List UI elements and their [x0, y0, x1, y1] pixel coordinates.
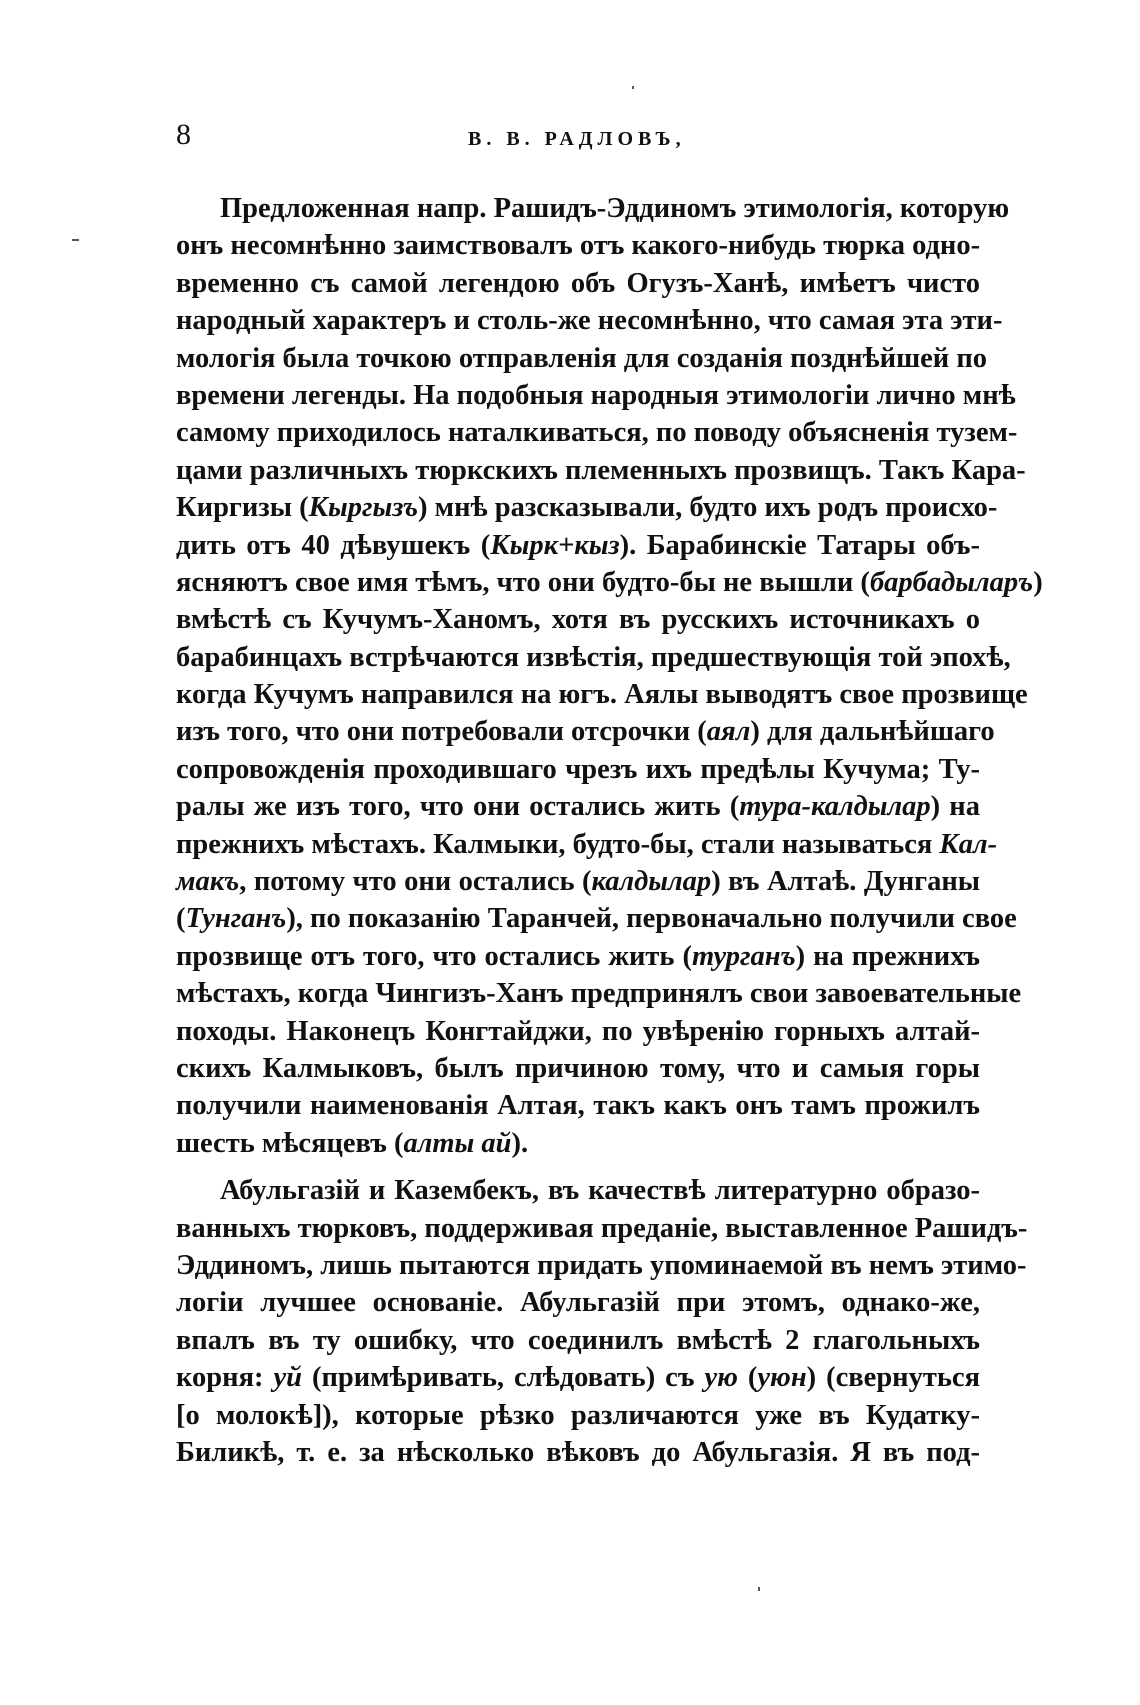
- italic-term: аял: [706, 716, 751, 748]
- scan-speck-bottom: [758, 1587, 760, 1591]
- text-line: временно съ самой легендою объ Огузъ-Ханѣ, имѣетъ чисто: [176, 267, 980, 299]
- text-line: логіи лучшее основаніе. Абульгазій при этомъ, однако-же,: [176, 1287, 980, 1319]
- italic-term: тура-калдылар: [739, 791, 931, 823]
- italic-term: алты ай: [403, 1127, 512, 1159]
- text-line: дить отъ 40 дѣвушекъ (Кырк+кыз). Барабинскіе Татары объ-: [176, 529, 980, 561]
- text-line: Биликѣ, т. е. за нѣсколько вѣковъ до Абульгазія. Я въ под-: [176, 1436, 980, 1468]
- text-line: (Тунганъ), по показанію Таранчей, первоначально получили свое: [176, 903, 1017, 935]
- text-line: изъ того, что они потребовали отсрочки (аял) для дальнѣйшаго: [176, 716, 995, 748]
- italic-term: макъ: [176, 866, 240, 898]
- text-line: корня: уй (примѣривать, слѣдовать) съ ую (уюн) (свернуться: [176, 1362, 980, 1394]
- italic-term: ую: [704, 1362, 738, 1394]
- scan-speck-left: [72, 239, 79, 241]
- text-line: мѣстахъ, когда Чингизъ-Ханъ предпринялъ свои завоевательные: [176, 978, 1022, 1010]
- text-line: скихъ Калмыковъ, былъ причиною тому, что и самыя горы: [176, 1052, 980, 1084]
- text-line: Абульгазій и Казембекъ, въ качествѣ литературно образо-: [220, 1175, 980, 1207]
- text-line: цами различныхъ тюркскихъ племенныхъ прозвищъ. Такъ Кара-: [176, 454, 1026, 486]
- italic-term: калдылар: [591, 866, 712, 898]
- italic-term: уюн: [757, 1362, 807, 1394]
- text-line: впалъ въ ту ошибку, что соединилъ вмѣстѣ 2 глагольныхъ: [176, 1324, 980, 1356]
- text-line: получили наименованія Алтая, такъ какъ онъ тамъ прожилъ: [176, 1090, 980, 1122]
- italic-term: Кал-: [939, 828, 998, 860]
- italic-term: турганъ: [692, 940, 796, 972]
- text-line: шесть мѣсяцевъ (алты ай).: [176, 1127, 529, 1159]
- text-line: прозвище отъ того, что остались жить (турганъ) на прежнихъ: [176, 940, 980, 972]
- text-line: мологія была точкою отправленія для созданія позднѣйшей по: [176, 342, 987, 374]
- text-line: макъ, потому что они остались (калдылар) въ Алтаѣ. Дунганы: [176, 866, 980, 898]
- main-text: [176, 190, 1043, 1471]
- paragraph-gap: [176, 1162, 980, 1172]
- italic-term: Тунганъ: [185, 903, 287, 935]
- page-number: 8: [176, 118, 191, 151]
- text-line: Предложенная напр. Рашидъ-Эддиномъ этимологія, которую: [220, 193, 1010, 224]
- text-line: ралы же изъ того, что они остались жить (тура-калдылар) на: [176, 791, 980, 823]
- text-line: народный характеръ и столь-же несомнѣнно, что самая эта эти-: [176, 305, 1003, 337]
- text-line: Эддиномъ, лишь пытаются придать упоминаемой въ немъ этимо-: [176, 1249, 1027, 1281]
- text-line: ванныхъ тюрковъ, поддерживая преданіе, выставленное Рашидъ-: [176, 1212, 1028, 1244]
- text-line: походы. Наконецъ Конгтайджи, по увѣренію горныхъ алтай-: [176, 1015, 980, 1047]
- text-line: вмѣстѣ съ Кучумъ-Ханомъ, хотя въ русскихъ источникахъ о: [176, 604, 980, 636]
- text-line: когда Кучумъ направился на югъ. Аялы выводятъ свое прозвище: [176, 679, 1028, 711]
- text-line: онъ несомнѣнно заимствовалъ отъ какого-нибудь тюрка одно-: [176, 230, 981, 262]
- italic-term: барбадыларъ: [869, 566, 1034, 598]
- text-line: самому приходилось наталкиваться, по поводу объясненія тузем-: [176, 417, 1018, 449]
- text-line: времени легенды. На подобныя народныя этимологіи лично мнѣ: [176, 379, 1016, 411]
- text-line: прежнихъ мѣстахъ. Калмыки, будто-бы, стали называться Кал-: [176, 828, 998, 860]
- scan-speck-top: [632, 86, 634, 89]
- running-head: В. В. РАДЛОВЪ,: [468, 128, 686, 150]
- text-line: ясняютъ свое имя тѣмъ, что они будто-бы не вышли (барбадыларъ): [176, 566, 1043, 598]
- italic-term: уй: [273, 1362, 302, 1394]
- text-line: сопровожденія проходившаго чрезъ ихъ предѣлы Кучума; Ту-: [176, 753, 980, 785]
- italic-term: Кырк+кыз: [490, 529, 620, 561]
- text-line: барабинцахъ встрѣчаются извѣстія, предшествующія той эпохѣ,: [176, 641, 1011, 673]
- text-line: [о молокѣ]), которые рѣзко различаются уже въ Кудатку-: [176, 1399, 980, 1431]
- italic-term: Кыргызъ: [308, 492, 419, 524]
- text-line: Киргизы (Кыргызъ) мнѣ разсказывали, будто ихъ родъ происхо-: [176, 492, 998, 524]
